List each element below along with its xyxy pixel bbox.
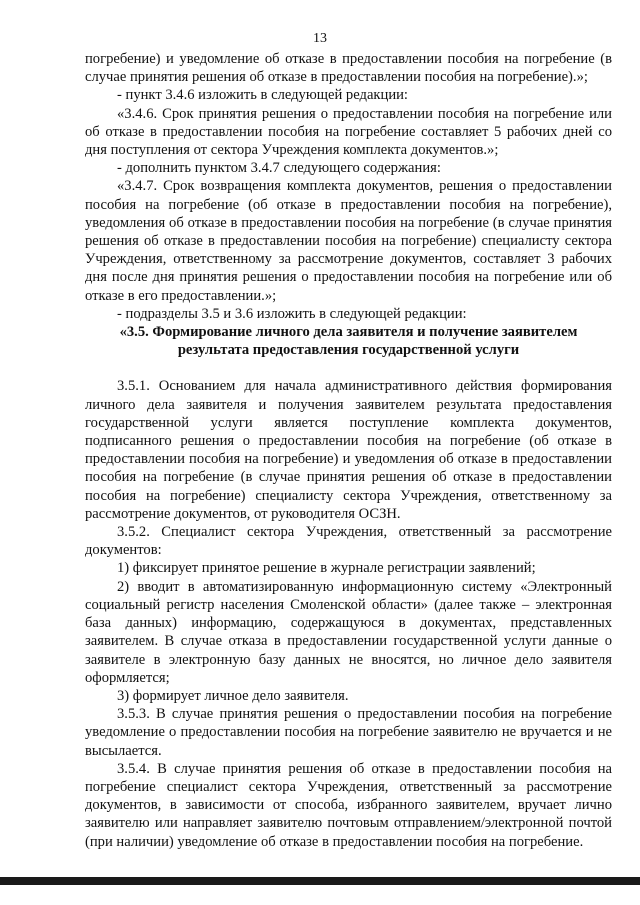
list-item-1: 1) фиксирует принятое решение в журнале регистрации заявлений;: [117, 560, 536, 577]
paragraph-item-347-instruction: - дополнить пунктом 3.4.7 следующего содержания:: [117, 160, 441, 177]
paragraph-item-346-instruction: - пункт 3.4.6 изложить в следующей редакции:: [117, 87, 408, 104]
paragraph-subsections-instruction: - подразделы 3.5 и 3.6 изложить в следующей редакции:: [117, 305, 467, 322]
paragraph-347: «3.4.7. Срок возвращения комплекта документов, решения о предоставлении пособия на погребение (об отказе в предоставлении пособия на погребение), уведомления об отказе в предоставлении пособия на погребение (в случае принятия решения об отказе в предоставлении пособия на погребение) специалисту сектора Учреждения, ответственному за рассмотрение документов, составляет 3 рабочих дня после дня принятия решения о предоставлении пособия на погребение или об отказе в его предоставлении.»;: [85, 178, 612, 304]
document-body: [85, 50, 612, 851]
spacer: [85, 359, 612, 377]
page-number: 13: [313, 31, 327, 46]
paragraph-continuation: погребение) и уведомление об отказе в предоставлении пособия на погребение (в случае принятия решения об отказе в предоставлении пособия на погребение).»;: [85, 51, 612, 86]
paragraph-354: 3.5.4. В случае принятия решения об отказе в предоставлении пособия на погребение специалист сектора Учреждения, ответственный за рассмотрение документов, в зависимости от способа, избранного заявителем, вручает лично заявителю или направляет заявителю почтовым отправлением/электронной почтой (при наличии) уведомление об отказе в предоставлении пособия на погребение.: [85, 760, 612, 850]
scan-edge-bar: [0, 877, 640, 885]
paragraph-353: 3.5.3. В случае принятия решения о предоставлении пособия на погребение уведомление о предоставлении пособия на погребение заявителю не вручается и не высылается.: [85, 706, 612, 759]
paragraph-351: 3.5.1. Основанием для начала административного действия формирования личного дела заявителя и получения заявителем результата предоставления государственной услуги является поступление комплекта документов, подписанного решения о предоставлении пособия на погребение (об отказе в предоставлении пособия на погребение) и уведомления об отказе в предоставлении пособия на погребение (в случае принятия решения об отказе в предоставлении пособия на погребение) специалисту сектора Учреждения, ответственному за рассмотрение документов, от руководителя ОСЗН.: [85, 378, 612, 522]
section-heading: «3.5. Формирование личного дела заявителя и получение заявителем результата предоставления государственной услуги: [119, 324, 578, 359]
paragraph-346: «3.4.6. Срок принятия решения о предоставлении пособия на погребение или об отказе в предоставлении пособия на погребение составляет 5 рабочих дней со дня поступления от сектора Учреждения комплекта документов.»;: [85, 105, 612, 159]
paragraph-352: 3.5.2. Специалист сектора Учреждения, ответственный за рассмотрение документов:: [85, 524, 612, 559]
list-item-2: 2) вводит в автоматизированную информационную систему «Электронный социальный регистр населения Смоленской области» (далее также – электронная база данных) информацию, содержащуюся в документах, представленных заявителем. В случае отказа в предоставлении государственной услуги данные о заявителе в электронную базу данных не вносятся, но личное дело заявителя оформляется;: [85, 578, 612, 686]
list-item-3: 3) формирует личное дело заявителя.: [117, 687, 349, 704]
